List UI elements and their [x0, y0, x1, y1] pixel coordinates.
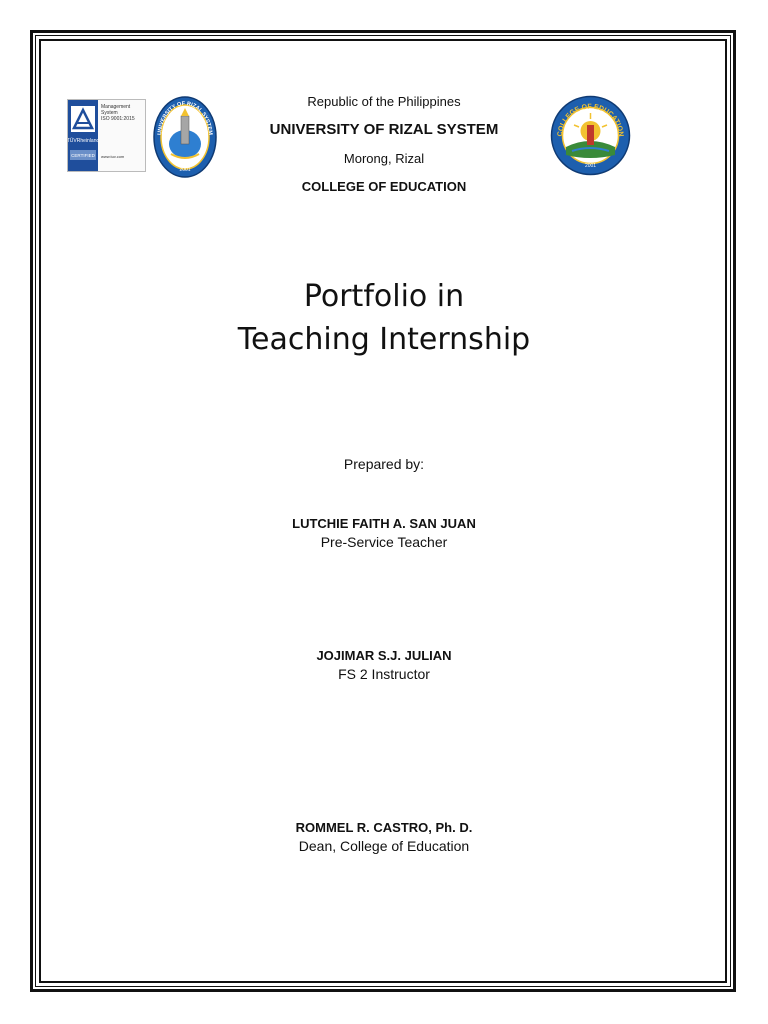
tuv-line1: Management — [101, 104, 131, 110]
prepared-by-label: Prepared by: — [343, 456, 425, 472]
college-name: COLLEGE OF EDUCATION — [301, 179, 467, 194]
preservice-teacher-name: LUTCHIE FAITH A. SAN JUAN — [292, 516, 476, 531]
preservice-teacher-role: Pre-Service Teacher — [320, 534, 448, 550]
portfolio-title-line2: Teaching Internship — [237, 322, 531, 357]
coe-seal-text: COLLEGE OF EDUCATION — [556, 103, 625, 137]
university-name: UNIVERSITY OF RIZAL SYSTEM — [269, 121, 499, 138]
university-location: Morong, Rizal — [343, 151, 425, 166]
portfolio-title-line1: Portfolio in — [303, 279, 465, 314]
tuv-url-text: www.tuv.com — [101, 154, 125, 159]
tuv-line3: ISO 9001:2015 — [101, 116, 135, 122]
tuv-line2: System — [101, 110, 118, 116]
instructor-name: JOJIMAR S.J. JULIAN — [316, 648, 452, 663]
dean-role: Dean, College of Education — [298, 838, 470, 854]
instructor-role: FS 2 Instructor — [338, 666, 430, 682]
urs-seal-year: 2001 — [179, 167, 191, 173]
tuv-certified-badge: CERTIFIED — [71, 153, 95, 158]
urs-seal-text: UNIVERSITY OF RIZAL SYSTEM — [157, 100, 213, 136]
coe-seal-year: 2001 — [584, 163, 597, 169]
republic-text: Republic of the Philippines — [307, 94, 461, 109]
dean-name: ROMMEL R. CASTRO, Ph. D. — [295, 820, 473, 835]
tuv-brand-text: TÜVRheinland — [68, 138, 98, 144]
